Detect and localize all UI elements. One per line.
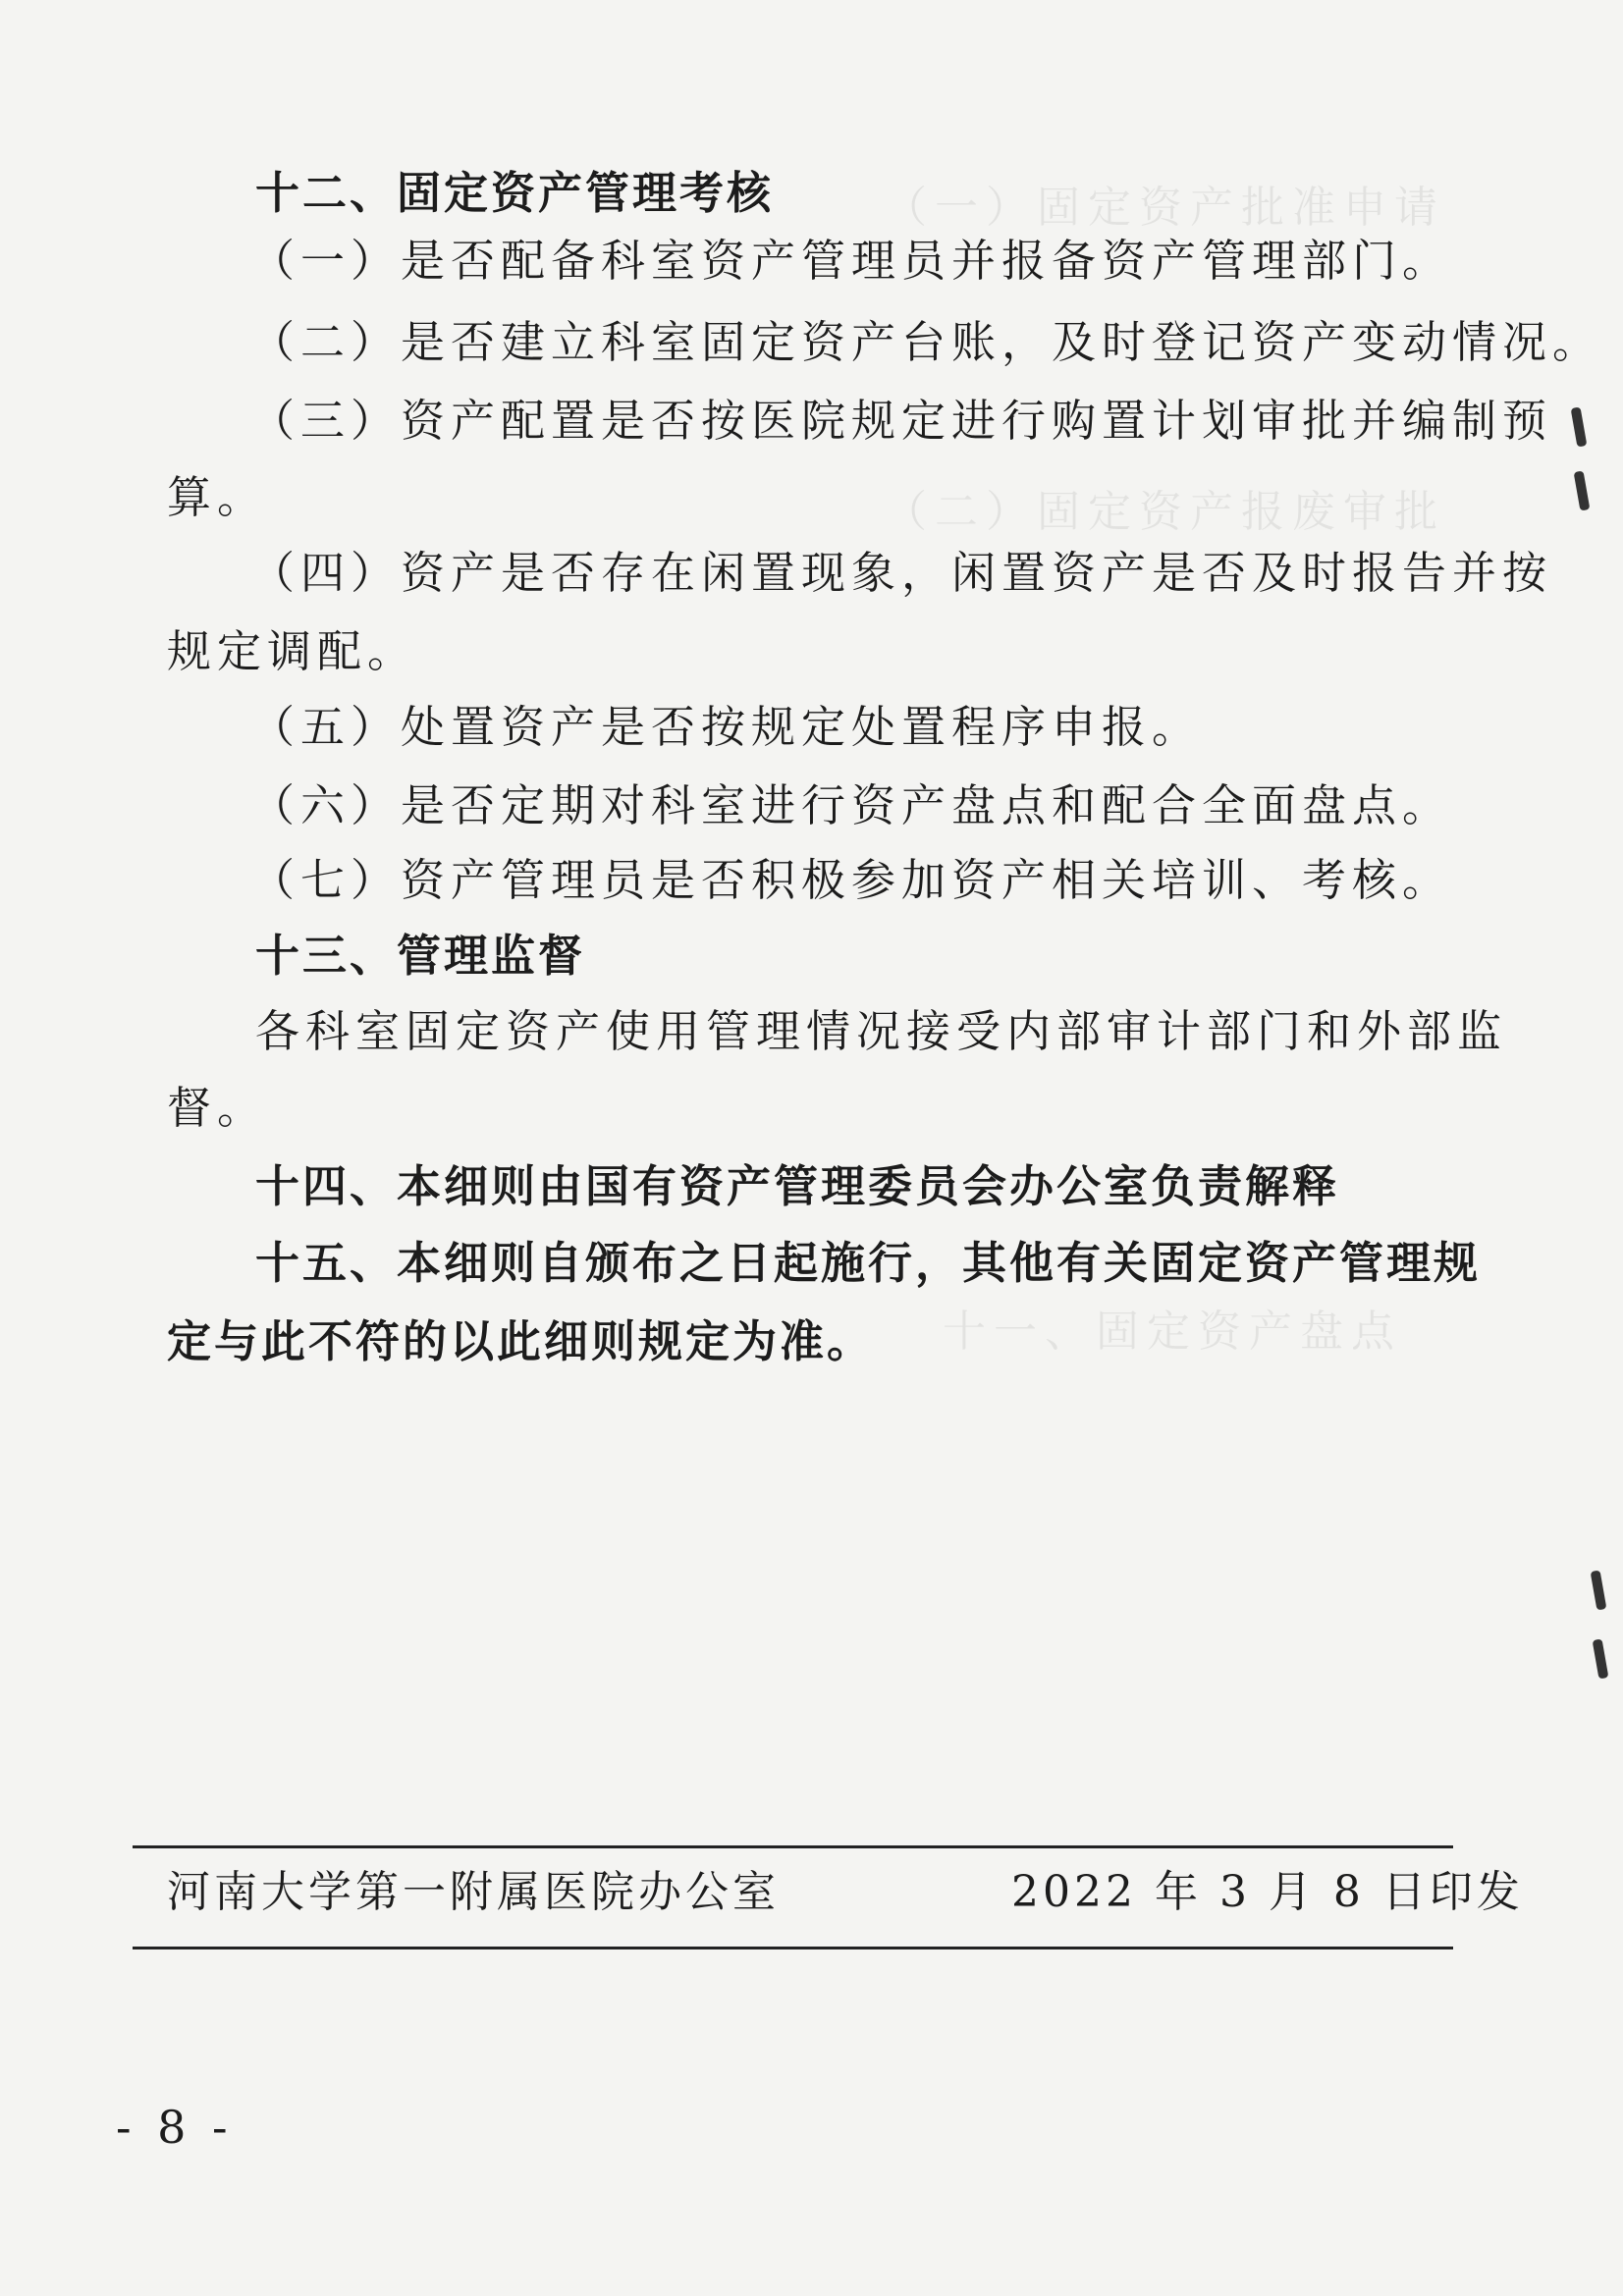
binding-mark <box>1593 1638 1609 1679</box>
list-item-continuation: 规定调配。 <box>167 625 418 677</box>
binding-mark <box>1591 1570 1607 1610</box>
list-item: （一）是否配备科室资产管理员并报备资产管理部门。 <box>250 235 1453 287</box>
list-item: （二）是否建立科室固定资产台账，及时登记资产变动情况。 <box>250 316 1603 368</box>
issue-date: 2022 年 3 月 8 日印发 <box>1011 1867 1524 1917</box>
section-heading-13: 十三、管理监督 <box>255 930 586 982</box>
list-item: （四）资产是否存在闲置现象，闲置资产是否及时报告并按 <box>250 547 1553 599</box>
page-number: - 8 - <box>116 2101 234 2154</box>
list-item: （三）资产配置是否按医院规定进行购置计划审批并编制预 <box>250 395 1553 447</box>
bleed-through-text: 十一、固定资产盘点 <box>943 1307 1402 1357</box>
bleed-through-text: （一）固定资产批准申请 <box>884 183 1445 233</box>
section-heading-12: 十二、固定资产管理考核 <box>255 167 775 219</box>
binding-mark <box>1574 470 1591 510</box>
section-heading-14: 十四、本细则由国有资产管理委员会办公室负责解释 <box>255 1160 1340 1212</box>
list-item: （七）资产管理员是否积极参加资产相关培训、考核。 <box>250 854 1453 906</box>
footer-bottom-rule <box>133 1947 1453 1949</box>
section-heading-15-continuation: 定与此不符的以此细则规定为准。 <box>167 1315 875 1367</box>
issuer-name: 河南大学第一附属医院办公室 <box>167 1867 780 1917</box>
list-item: （六）是否定期对科室进行资产盘点和配合全面盘点。 <box>250 779 1453 831</box>
section-heading-15: 十五、本细则自颁布之日起施行，其他有关固定资产管理规 <box>255 1237 1482 1289</box>
list-item-continuation: 算。 <box>167 471 268 523</box>
paragraph: 各科室固定资产使用管理情况接受内部审计部门和外部监 <box>255 1005 1508 1057</box>
list-item: （五）处置资产是否按规定处置程序申报。 <box>250 701 1203 753</box>
paragraph-continuation: 督。 <box>167 1082 268 1134</box>
binding-mark <box>1571 406 1588 447</box>
bleed-through-text: （二）固定资产报废审批 <box>884 487 1445 537</box>
footer-top-rule <box>133 1845 1453 1848</box>
